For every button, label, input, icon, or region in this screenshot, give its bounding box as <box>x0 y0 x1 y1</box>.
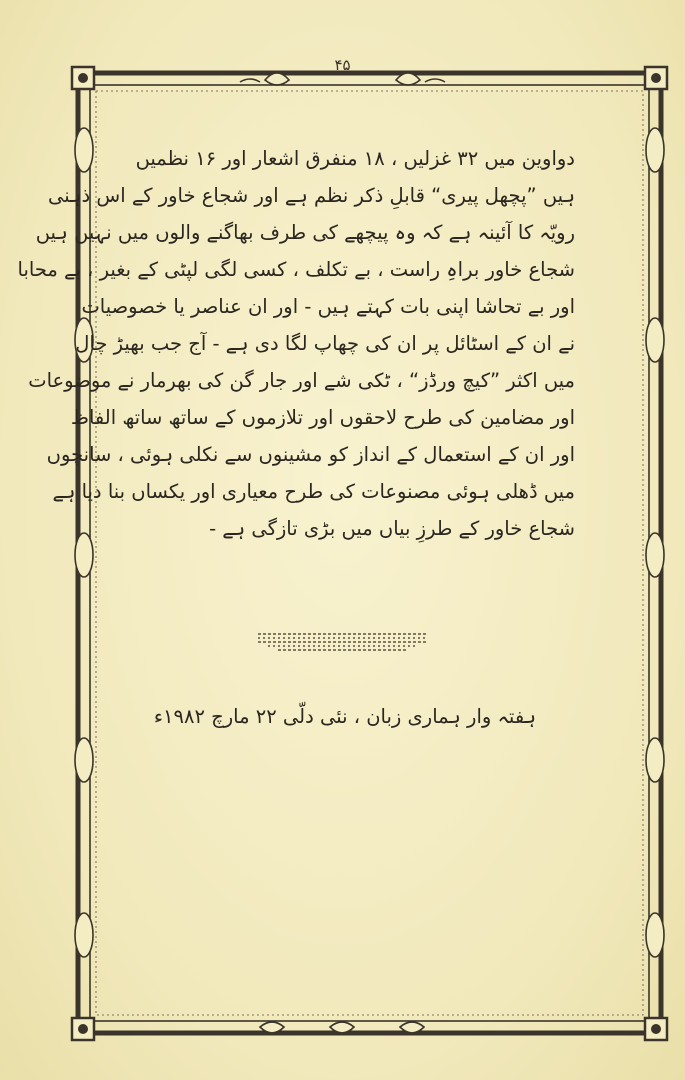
body-line: میں اکثر ”کیچ ورڈز“ ، ٹکی شے اور جار گن کی بھرمار نے موضوعات <box>28 369 575 392</box>
body-line: دواوین میں ۳۲ غزلیں ، ۱۸ منفرق اشعار اور ۱۶ نظمیں <box>135 147 575 170</box>
body-line: شجاع خاور کے طرزِ بیاں میں بڑی تازگی ہے - <box>209 517 575 540</box>
body-line: اور مضامین کی طرح لاحقوں اور تلازموں کے ساتھ ساتھ الفاظ <box>70 406 575 429</box>
body-line: ہیں ”پچھل پیری“ قابلِ ذکر نظم ہے اور شجاع خاور کے اس ذہنی <box>47 184 575 207</box>
section-divider <box>258 630 428 656</box>
article-body <box>17 140 575 547</box>
source-citation: ہفتہ وار ہماری زبان ، نئی دلّی ۲۲ مارچ ۱۹۸۲ء <box>153 705 537 728</box>
corner-ornament-bl <box>72 1018 94 1040</box>
page-number: ۴۵ <box>334 56 351 74</box>
body-line: اور بے تحاشا اپنی بات کہتے ہیں - اور ان عناصر یا خصوصیات <box>81 295 575 318</box>
body-line: نے ان کے اسٹائل پر ان کی چھاپ لگا دی ہے - آج جب بھیڑ چال <box>75 332 575 355</box>
corner-ornament-br <box>645 1018 667 1040</box>
body-line: شجاع خاور براہِ راست ، بے تکلف ، کسی لگی لپٹی کے بغیر ، بے محابا <box>17 258 575 281</box>
body-line: رویّہ کا آئینہ ہے کہ وہ پیچھے کی طرف بھاگنے والوں میں نہیں ہیں <box>35 221 575 244</box>
body-line: اور ان کے استعمال کے انداز کو مشینوں سے نکلی ہوئی ، سانچوں <box>46 443 575 466</box>
body-line: میں ڈھلی ہوئی مصنوعات کی طرح معیاری اور یکساں بنا دیا ہے <box>52 480 575 503</box>
